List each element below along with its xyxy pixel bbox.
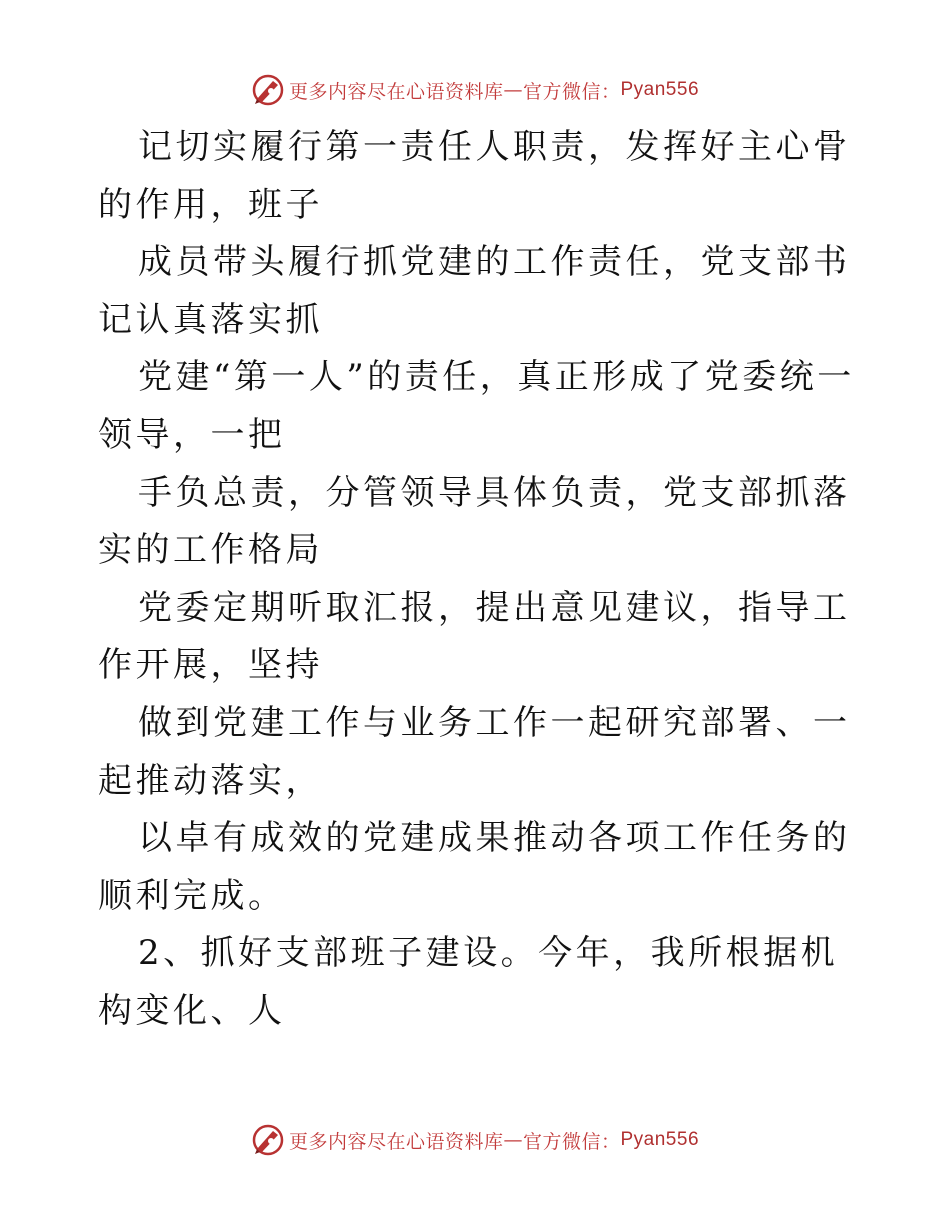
watermark-wx-label: 官方微信：: [522, 80, 621, 103]
paragraph-7: 以卓有成效的党建成果推动各项工作任务的顺利完成。: [98, 818, 851, 916]
paragraph-3: 党建“第一人”的责任，真正形成了党委统一领导，一把: [98, 357, 855, 455]
watermark-main-text: 更多内容尽在心语资料库: [288, 80, 504, 103]
pen-logo-icon: [251, 73, 285, 107]
paragraph-5: 党委定期听取汇报，提出意见建议，指导工作开展，坚持: [98, 587, 851, 686]
footer-watermark: [0, 1122, 950, 1158]
document-body: [98, 119, 858, 1041]
watermark-separator: —: [503, 79, 523, 101]
watermark-wx-id: Pyan556: [620, 79, 700, 100]
watermark-wx-id: Pyan556: [620, 1129, 700, 1150]
watermark-separator: —: [503, 1129, 523, 1151]
header-watermark: [0, 72, 950, 108]
paragraph-4: 手负总责，分管领导具体负责，党支部抓落实的工作格局: [98, 472, 851, 571]
paragraph-2: 成员带头履行抓党建的工作责任，党支部书记认真落实抓: [98, 242, 851, 340]
paragraph-1: 记切实履行第一责任人职责，发挥好主心骨的作用，班子: [98, 127, 851, 225]
watermark-wx-label: 官方微信：: [522, 1130, 621, 1153]
paragraph-8: 2、抓好支部班子建设。今年，我所根据机构变化、人: [98, 933, 839, 1031]
pen-logo-icon: [251, 1123, 285, 1157]
watermark-main-text: 更多内容尽在心语资料库: [288, 1130, 504, 1153]
paragraph-6: 做到党建工作与业务工作一起研究部署、一起推动落实，: [98, 702, 851, 801]
